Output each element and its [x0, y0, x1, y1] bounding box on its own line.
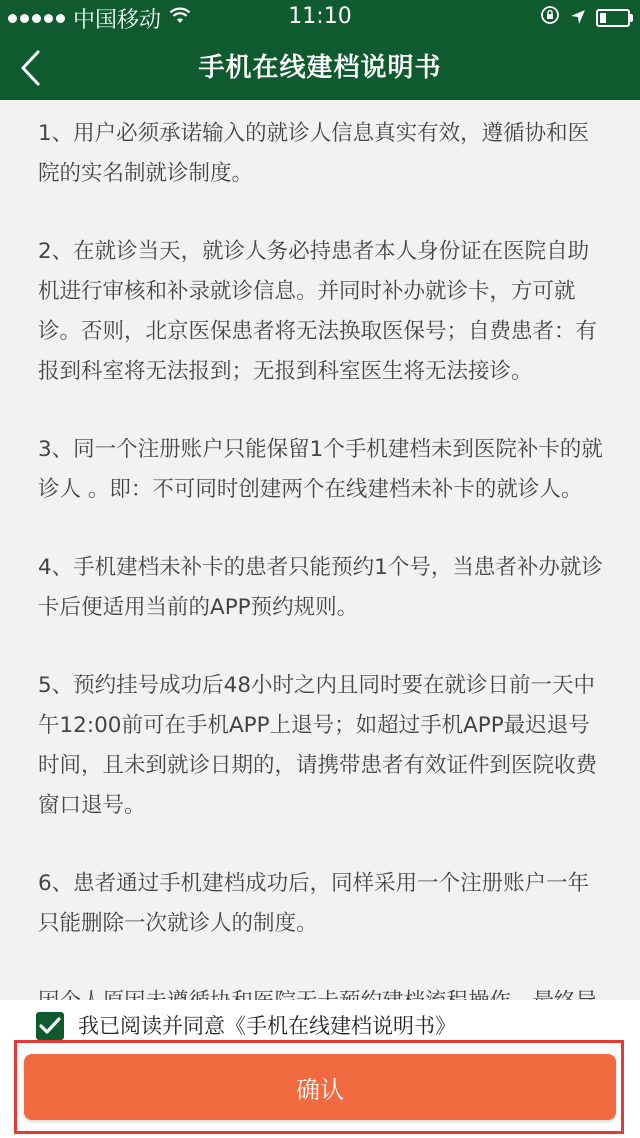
page-title: 手机在线建档说明书 — [198, 53, 442, 83]
location-icon — [570, 6, 586, 31]
status-time: 11:10 — [288, 4, 352, 29]
battery-icon — [596, 9, 630, 27]
agree-checkbox[interactable] — [36, 1012, 64, 1040]
paragraph-5: 5、预约挂号成功后48小时之内且同时要在就诊日前一天中午12:00前可在手机APP上退号；如超过手机APP最迟退号时间，且未到就诊日期的，请携带患者有效证件到医院收费窗口退号。 — [38, 673, 598, 818]
instructions-text — [0, 100, 640, 1022]
paragraph-3: 3、同一个注册账户只能保留1个手机建档未到医院补卡的就诊人 。即：不可同时创建两个在线建档未补卡的就诊人。 — [38, 437, 603, 502]
carrier-label: 中国移动 — [73, 7, 162, 33]
confirm-button[interactable]: 确认 — [24, 1054, 616, 1120]
instructions-content[interactable] — [0, 100, 640, 1000]
status-bar — [0, 0, 640, 36]
status-right — [540, 4, 630, 32]
agreement-label[interactable]: 我已阅读并同意《手机在线建档说明书》 — [78, 1014, 456, 1038]
nav-bar — [0, 36, 640, 100]
paragraph-6: 6、患者通过手机建档成功后，同样采用一个注册账户一年只能删除一次就诊人的制度。 — [38, 871, 590, 936]
paragraph-1: 1、用户必须承诺输入的就诊人信息真实有效，遵循协和医院的实名制就诊制度。 — [38, 121, 590, 186]
paragraph-2: 2、在就诊当天，就诊人务必持患者本人身份证在医院自助机进行审核和补录就诊信息。并同时补办就诊卡，方可就诊。否则，北京医保患者将无法换取医保号；自费患者：有报到科室将无法报到；无报到科室医生将无法接诊。 — [38, 239, 598, 384]
confirm-area — [0, 1040, 640, 1138]
paragraph-4: 4、手机建档未补卡的患者只能预约1个号，当患者补办就诊卡后便适用当前的APP预约规则。 — [38, 555, 603, 620]
orientation-lock-icon — [540, 5, 560, 31]
checkmark-icon — [39, 1017, 61, 1035]
